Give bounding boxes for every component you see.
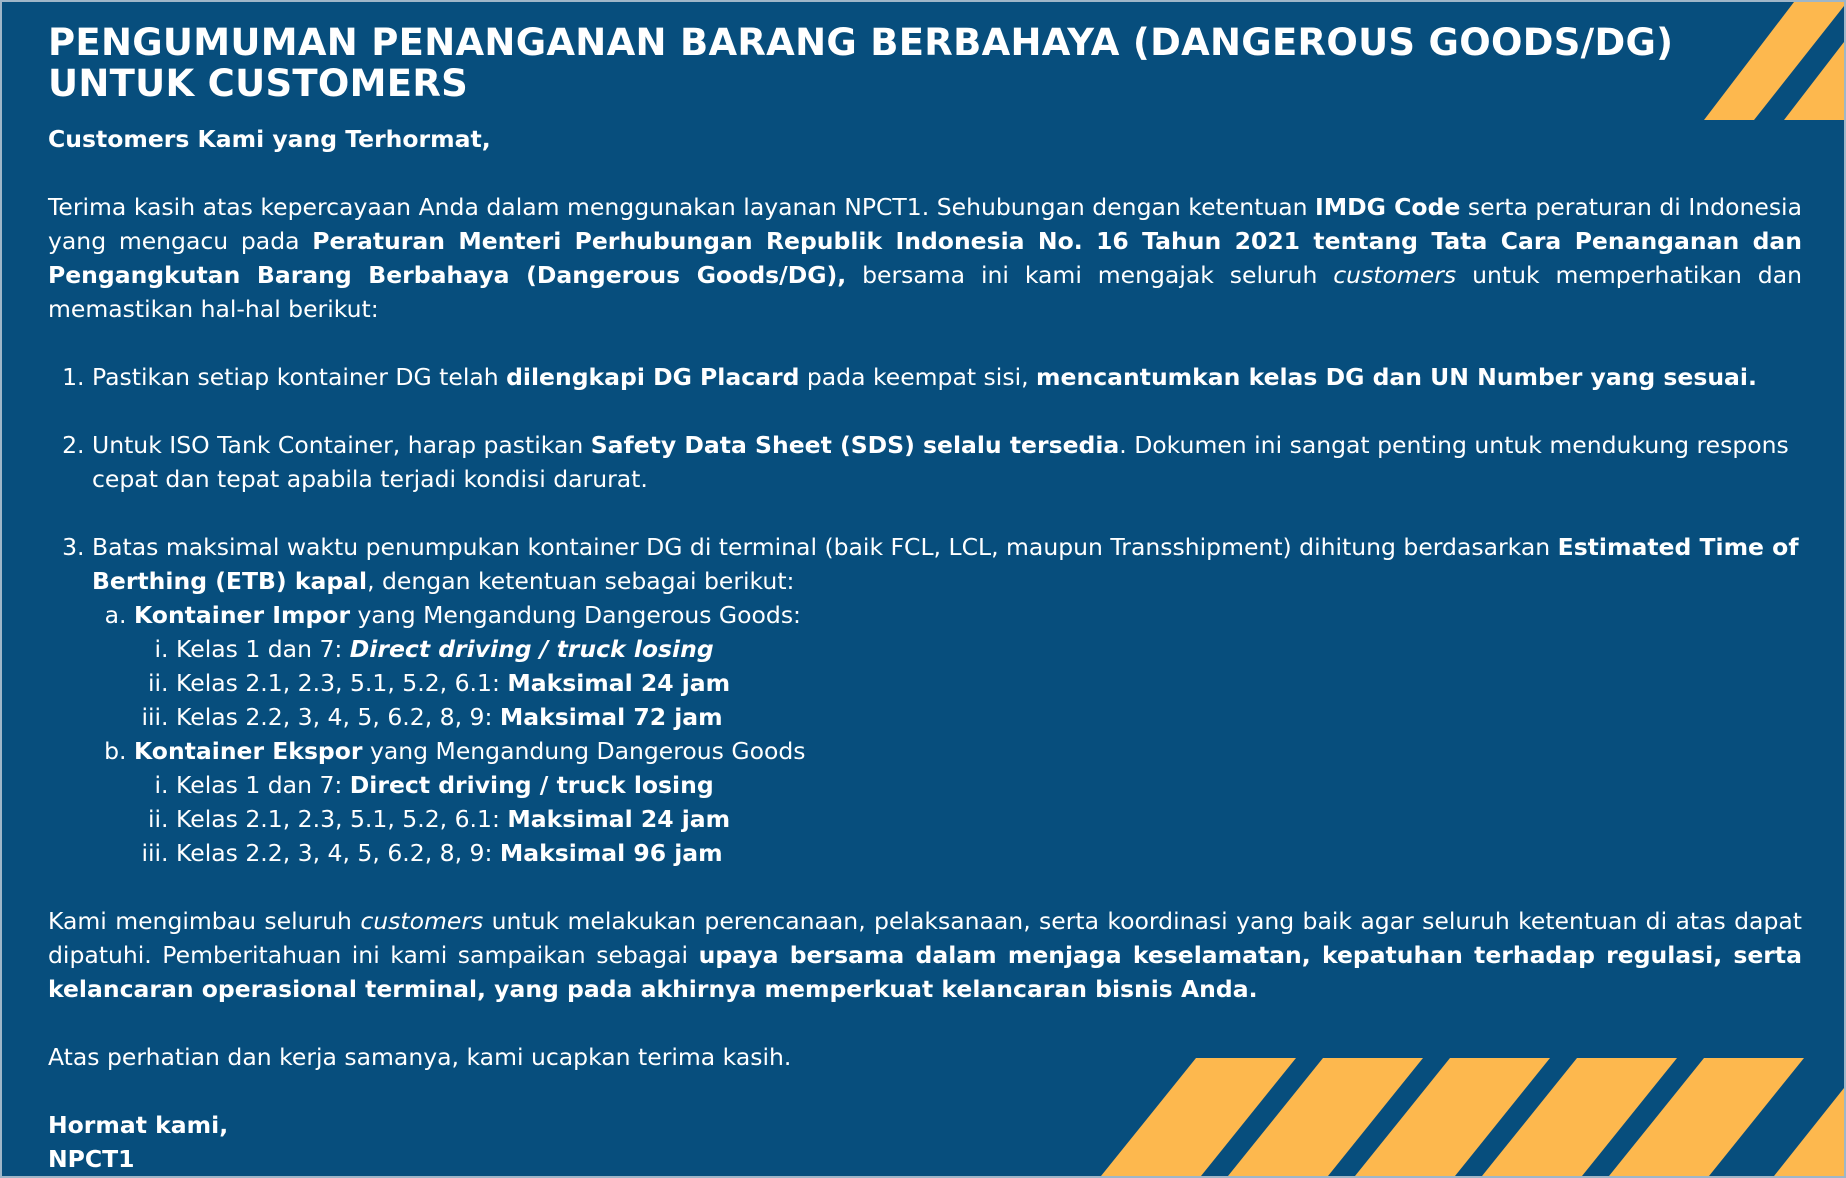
import-container-item	[134, 598, 1802, 734]
export-class-row	[176, 802, 1802, 836]
title-line-1: PENGUMUMAN PENANGANAN BARANG BERBAHAYA (DANGEROUS GOODS/DG)	[48, 21, 1674, 64]
item1-text-1: Pastikan setiap kontainer DG telah	[92, 363, 507, 391]
signature-company: NPCT1	[48, 1145, 135, 1173]
item1-bold-2: mencantumkan kelas DG dan UN Number yang sesuai.	[1036, 363, 1757, 391]
closing-bold: upaya bersama dalam menjaga keselamatan, kepatuhan terhadap regulasi, serta kelancaran operasional terminal, yang pada akhirnya memperkuat kelancaran bisnis Anda.	[48, 941, 1802, 1003]
import-class-2-label: Kelas 2.1, 2.3, 5.1, 5.2, 6.1:	[176, 669, 508, 697]
intro-text-3: bersama ini kami mengajak seluruh	[846, 261, 1334, 289]
export-class-2-rule: Maksimal 24 jam	[507, 805, 731, 833]
import-class-row	[176, 632, 1802, 666]
thanks-line: Atas perhatian dan kerja samanya, kami ucapkan terima kasih.	[48, 1043, 792, 1071]
intro-customers: customers	[1333, 261, 1457, 289]
item1-text-2: pada keempat sisi,	[799, 363, 1037, 391]
announcement-title	[48, 22, 1802, 104]
import-text: yang Mengandung Dangerous Goods:	[350, 601, 801, 629]
import-class-row	[176, 700, 1802, 734]
item2-text-1: Untuk ISO Tank Container, harap pastikan	[92, 431, 591, 459]
export-class-1-label: Kelas 1 dan 7:	[176, 771, 350, 799]
item3-text-2: , dengan ketentuan sebagai berikut:	[367, 567, 795, 595]
item3-bold-1: Estimated Time of Berthing (ETB) kapal	[92, 533, 1799, 595]
intro-text-4: untuk memperhatikan dan memastikan hal-hal berikut:	[48, 261, 1802, 323]
export-class-row	[176, 768, 1802, 802]
export-class-2-label: Kelas 2.1, 2.3, 5.1, 5.2, 6.1:	[176, 805, 508, 833]
closing-text-2: untuk melakukan perencanaan, pelaksanaan, serta koordinasi yang baik agar seluruh ketentuan di atas dapat dipatuhi. Pemberitahuan ini kami sampaikan sebagai	[48, 907, 1802, 969]
requirements-list	[48, 360, 1802, 870]
import-class-list	[134, 632, 1802, 734]
import-label: Kontainer Impor	[134, 601, 351, 629]
closing-paragraph	[48, 904, 1802, 1006]
greeting: Customers Kami yang Terhormat,	[48, 125, 491, 153]
export-text: yang Mengandung Dangerous Goods	[362, 737, 806, 765]
import-class-3-label: Kelas 2.2, 3, 4, 5, 6.2, 8, 9:	[176, 703, 500, 731]
export-label: Kontainer Ekspor	[134, 737, 363, 765]
export-class-3-label: Kelas 2.2, 3, 4, 5, 6.2, 8, 9:	[176, 839, 500, 867]
item1-bold-1: dilengkapi DG Placard	[506, 363, 800, 391]
announcement-content	[48, 22, 1802, 1176]
export-class-list	[134, 768, 1802, 870]
export-container-item	[134, 734, 1802, 870]
import-class-1-rule: Direct driving / truck losing	[349, 635, 714, 663]
intro-paragraph	[48, 190, 1802, 326]
item2-text-2: . Dokumen ini sangat penting untuk mendukung respons cepat dan tepat apabila terjadi kondisi darurat.	[92, 431, 1789, 493]
intro-regulation: Peraturan Menteri Perhubungan Republik Indonesia No. 16 Tahun 2021 tentang Tata Cara Penanganan dan Pengangkutan Barang Berbahaya (Dangerous Goods/DG),	[48, 227, 1802, 289]
title-line-2: UNTUK CUSTOMERS	[48, 62, 469, 105]
import-class-1-label: Kelas 1 dan 7:	[176, 635, 350, 663]
import-class-row	[176, 666, 1802, 700]
import-class-3-rule: Maksimal 72 jam	[499, 703, 723, 731]
intro-text-2: serta peraturan di Indonesia yang mengacu pada	[48, 193, 1802, 255]
list-item-stacking-limit	[92, 530, 1802, 870]
export-class-3-rule: Maksimal 96 jam	[499, 839, 723, 867]
intro-imdg-code: IMDG Code	[1315, 193, 1461, 221]
closing-text-1: Kami mengimbau seluruh	[48, 907, 361, 935]
signature	[48, 1108, 1802, 1176]
closing-customers: customers	[360, 907, 484, 935]
intro-text-1: Terima kasih atas kepercayaan Anda dalam menggunakan layanan NPCT1. Sehubungan dengan ketentuan	[48, 193, 1316, 221]
item2-bold-1: Safety Data Sheet (SDS) selalu tersedia	[590, 431, 1120, 459]
import-class-2-rule: Maksimal 24 jam	[507, 669, 731, 697]
list-item-sds	[92, 428, 1802, 496]
list-item-placard	[92, 360, 1802, 394]
export-class-1-rule: Direct driving / truck losing	[349, 771, 714, 799]
item3-text-1: Batas maksimal waktu penumpukan kontainer DG di terminal (baik FCL, LCL, maupun Transshipment) dihitung berdasarkan	[92, 533, 1558, 561]
signature-salutation: Hormat kami,	[48, 1111, 229, 1139]
export-class-row	[176, 836, 1802, 870]
container-type-list	[92, 598, 1802, 870]
